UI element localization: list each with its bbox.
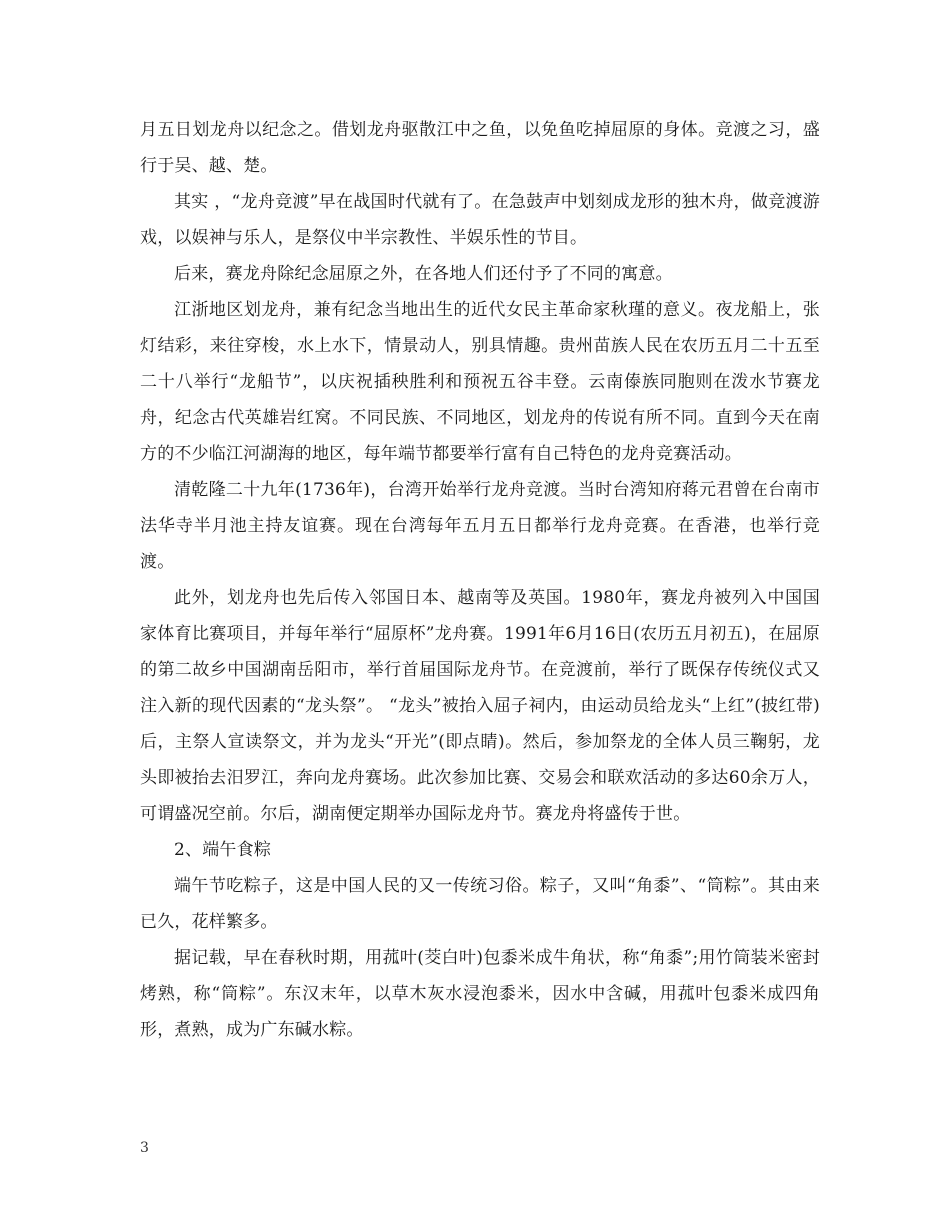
paragraph-regional-customs: 江浙地区划龙舟，兼有纪念当地出生的近代女民主革命家秋瑾的意义。夜龙船上，张灯结彩，来往穿梭，水上水下，情景动人，别具情趣。贵州苗族人民在农历五月二十五至二十八举行“龙船节”，以庆祝插秧胜利和预祝五谷丰登。云南傣族同胞则在泼水节赛龙舟，纪念古代英雄岩红窝。不同民族、不同地区，划龙舟的传说有所不同。直到今天在南方的不少临江河湖海的地区，每年端节都要举行富有自己特色的龙舟竞赛活动。 (140, 300, 820, 464)
paragraph-warring-states: 其实 ，“龙舟竞渡”早在战国时代就有了。在急鼓声中划刻成龙形的独木舟，做竞渡游戏，以娱神与乐人，是祭仪中半宗教性、半娱乐性的节目。 (140, 192, 820, 248)
paragraph-dragon-boat-origin: 月五日划龙舟以纪念之。借划龙舟驱散江中之鱼，以免鱼吃掉屈原的身体。竞渡之习，盛行于吴、越、楚。 (140, 120, 820, 176)
document-body (140, 112, 820, 1048)
section-heading-zongzi: 2、端午食粽 (174, 840, 272, 860)
paragraph-later-meanings: 后来，赛龙舟除纪念屈原之外，在各地人们还付予了不同的寓意。 (174, 264, 673, 284)
paragraph-taiwan: 清乾隆二十九年(1736年)，台湾开始举行龙舟竞渡。当时台湾知府蒋元君曾在台南市法华寺半月池主持友谊赛。现在台湾每年五月五日都举行龙舟竞赛。在香港，也举行竞渡。 (140, 480, 820, 572)
paragraph-zongzi-intro: 端午节吃粽子，这是中国人民的又一传统习俗。粽子，又叫“角黍”、“筒粽”。其由来已久，花样繁多。 (140, 876, 820, 932)
paragraph-international: 此外，划龙舟也先后传入邻国日本、越南等及英国。1980年，赛龙舟被列入中国国家体育比赛项目，并每年举行“屈原杯”龙舟赛。1991年6月16日(农历五月初五)，在屈原的第二故乡中国湖南岳阳市，举行首届国际龙舟节。在竞渡前，举行了既保存传统仪式又注入新的现代因素的“龙头祭”。 “龙头”被抬入屈子祠内，由运动员给龙头“上红”(披红带)后，主祭人宣读祭文，并为龙头“开光”(即点睛)。然后，参加祭龙的全体人员三鞠躬，龙头即被抬去汨罗江，奔向龙舟赛场。此次参加比赛、交易会和联欢活动的多达60余万人，可谓盛况空前。尔后，湖南便定期举办国际龙舟节。赛龙舟将盛传于世。 (140, 588, 820, 824)
page-number: 3 (140, 1140, 149, 1156)
paragraph-zongzi-history: 据记载，早在春秋时期，用菰叶(茭白叶)包黍米成牛角状，称“角黍”;用竹筒装米密封烤熟，称“筒粽”。东汉末年，以草木灰水浸泡黍米，因水中含碱，用菰叶包黍米成四角形，煮熟，成为广东碱水粽。 (140, 948, 820, 1040)
